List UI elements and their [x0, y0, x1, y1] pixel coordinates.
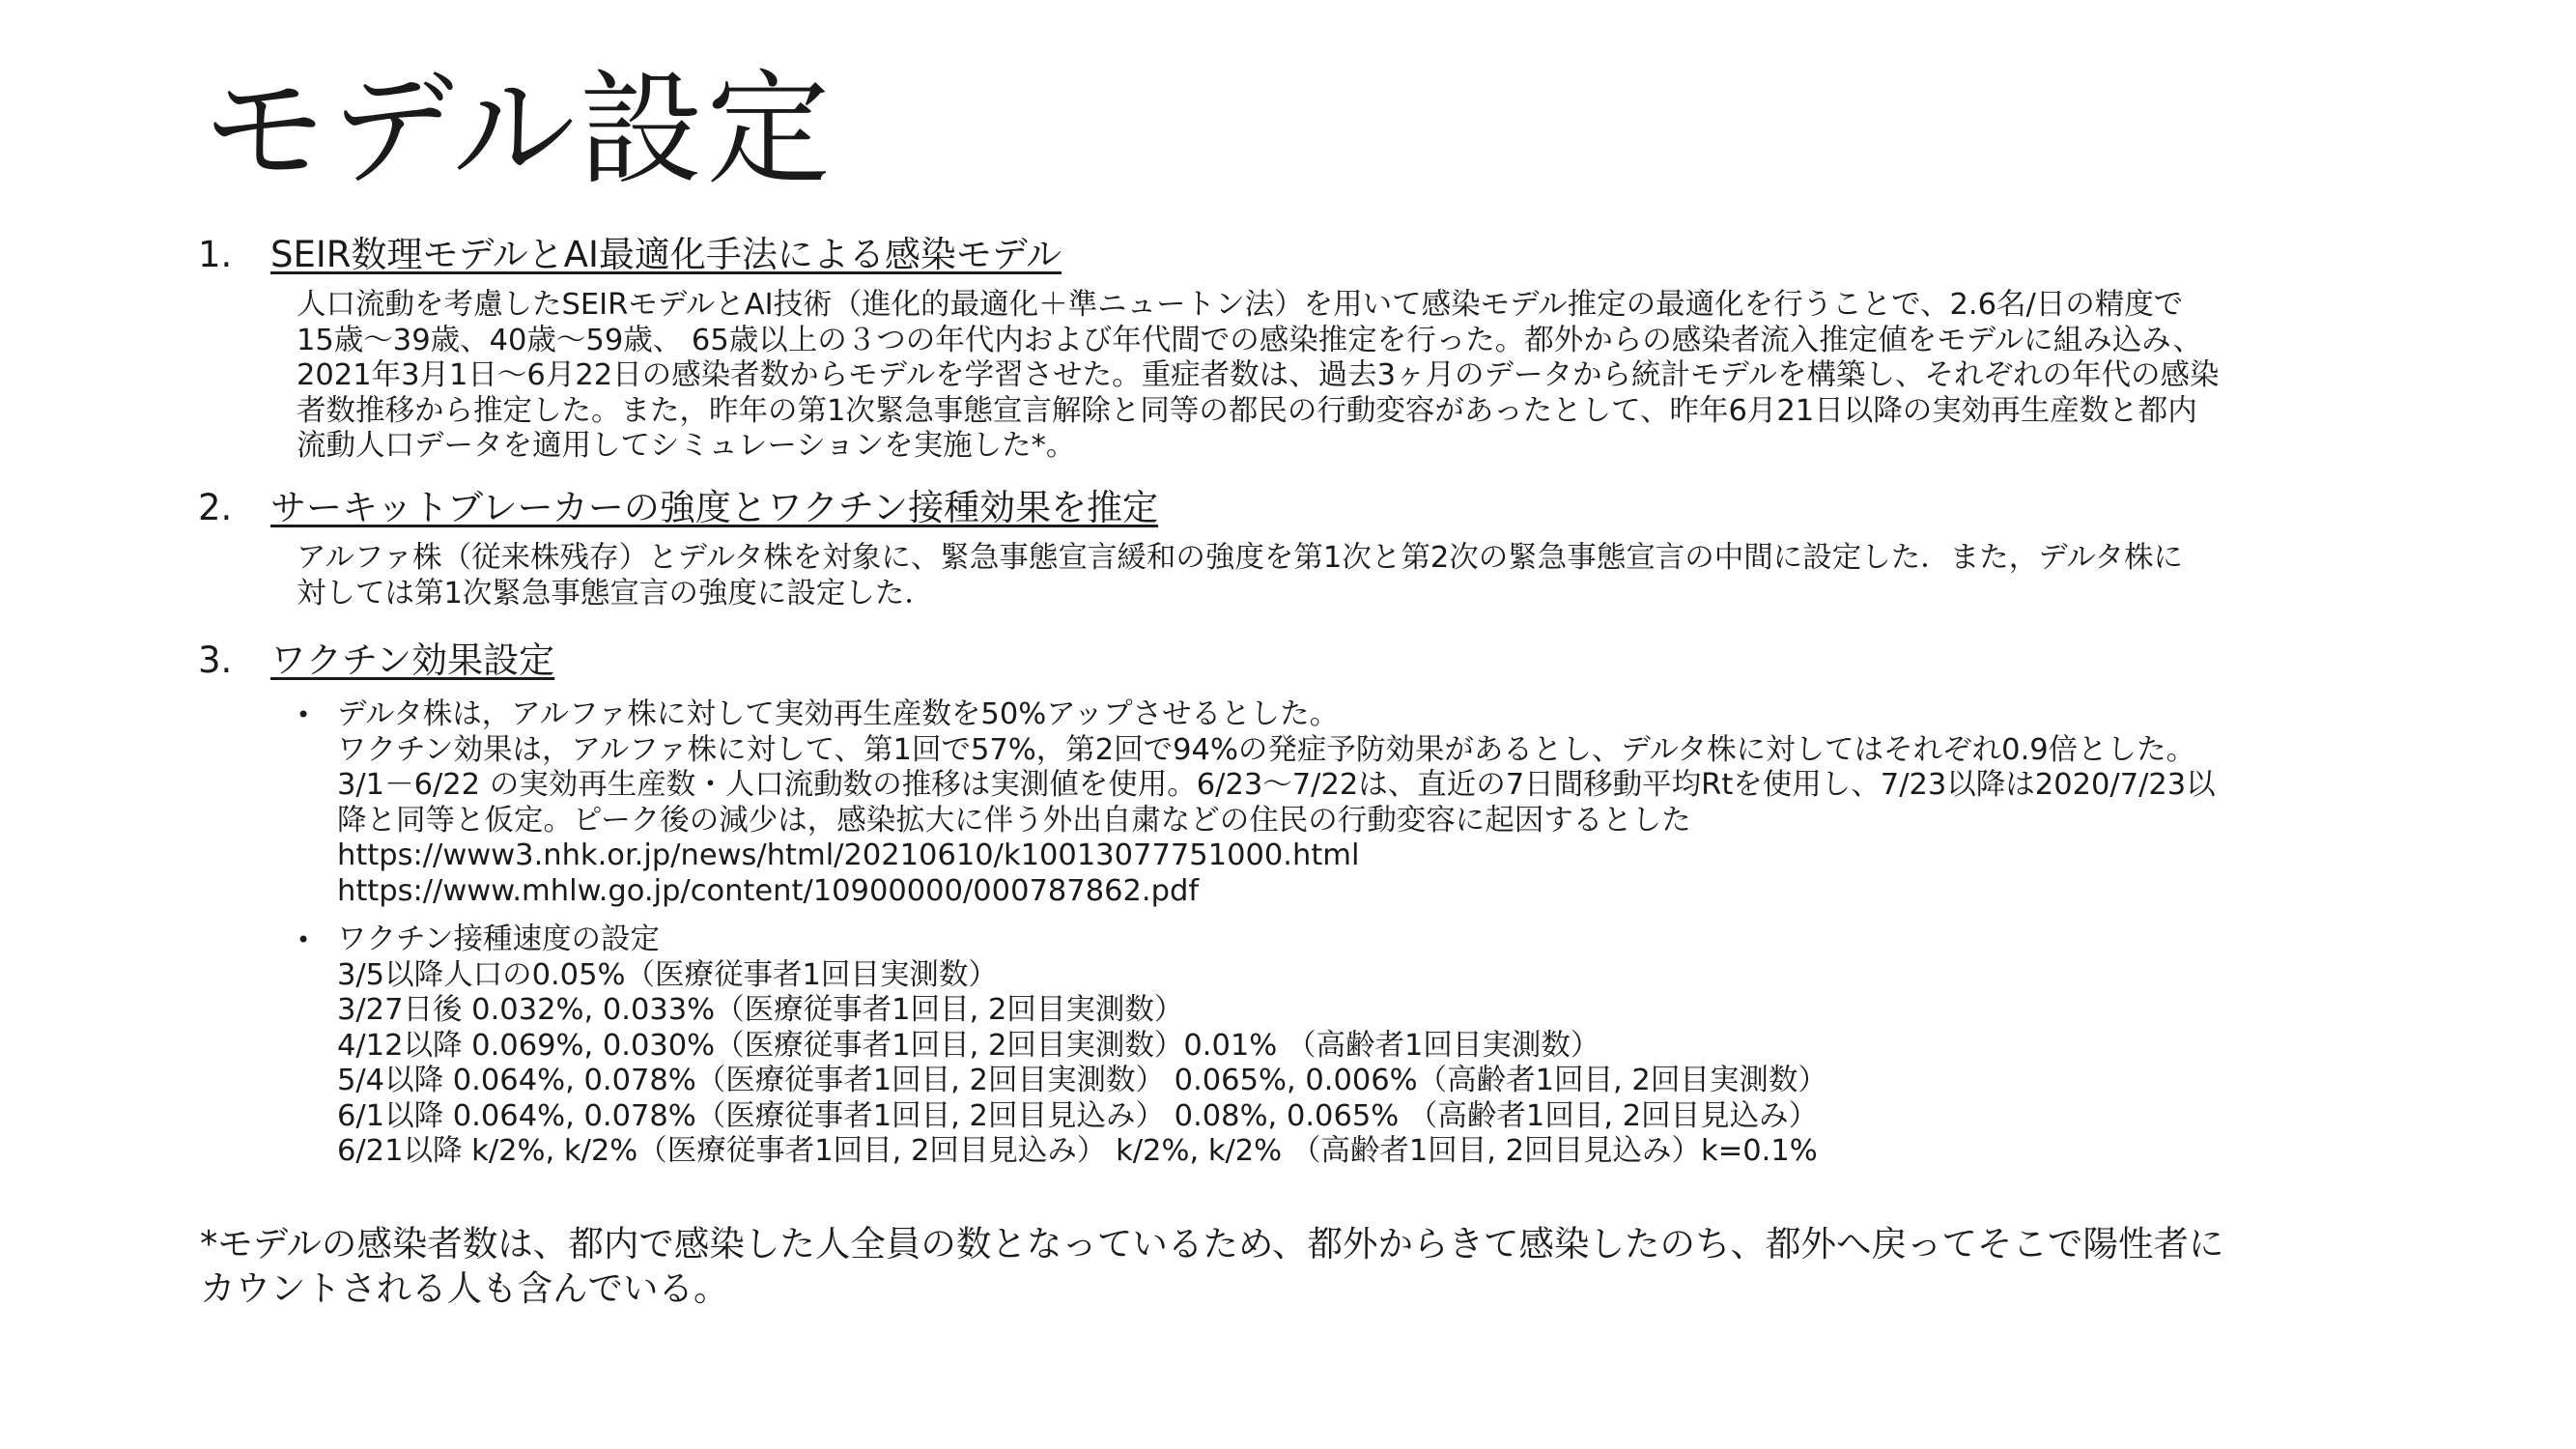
- page-title: モデル設定: [203, 58, 835, 202]
- paragraph-line: 人口流動を考慮したSEIRモデルとAI技術（進化的最適化＋準ニュートン法）を用いて感染モデル推定の最適化を行うことで、2.6名/日の精度で: [297, 288, 2184, 322]
- bullet-line: 3/5以降人口の0.05%（医療従事者1回目実測数）: [337, 957, 998, 992]
- section-number: 1.: [198, 234, 233, 275]
- paragraph-line: 者数推移から推定した。また，昨年の第1次緊急事態宣言解除と同等の都民の行動変容があったとして、昨年6月21日以降の実効再生産数と都内: [297, 393, 2197, 428]
- bullet-line: 6/21以降 k/2%, k/2%（医療従事者1回目, 2回目見込み） k/2%, k/2% （高齢者1回目, 2回目見込み）k=0.1%: [337, 1134, 1818, 1168]
- bullet-line: 6/1以降 0.064%, 0.078%（医療従事者1回目, 2回目見込み） 0.08%, 0.065% （高齢者1回目, 2回目見込み）: [337, 1098, 1819, 1133]
- section-heading: [198, 232, 2400, 278]
- section-vaccine-effect: [198, 638, 2400, 1170]
- footnote-line: カウントされる人も含んでいる。: [200, 1267, 729, 1309]
- bullet-item: [297, 697, 2400, 909]
- paragraph-line: 流動人口データを適用してシミュレーションを実施した*。: [297, 429, 1076, 463]
- section-title: サーキットブレーカーの強度とワクチン接種効果を推定: [270, 487, 1159, 528]
- bullet-text: [337, 697, 2216, 909]
- bullet-item: [297, 923, 2400, 1170]
- bullet-line: 3/27日後 0.032%, 0.033%（医療従事者1回目, 2回目実測数）: [337, 993, 1184, 1027]
- section-number: 3.: [198, 639, 233, 681]
- section-circuit-breaker: [198, 485, 2400, 611]
- bullet-text: [337, 923, 1827, 1170]
- reference-link[interactable]: https://www3.nhk.or.jp/news/html/20210610/k10013077751000.html: [337, 838, 1360, 872]
- bullet-dot-icon: •: [297, 926, 311, 953]
- section-heading: [198, 638, 2400, 684]
- bullet-line: 降と同等と仮定。ピーク後の減少は，感染拡大に伴う外出自粛などの住民の行動変容に起因するとした: [337, 803, 1691, 838]
- paragraph-line: 15歳～39歳、40歳～59歳、 65歳以上の３つの年代内および年代間での感染推定を行った。都外からの感染者流入推定値をモデルに組み込み、: [297, 323, 2203, 357]
- bullet-line: 4/12以降 0.069%, 0.030%（医療従事者1回目, 2回目実測数）0.01% （高齢者1回目実測数）: [337, 1028, 1600, 1063]
- section-heading: [198, 485, 2400, 531]
- bullet-line: 5/4以降 0.064%, 0.078%（医療従事者1回目, 2回目実測数） 0.065%, 0.006%（高齢者1回目, 2回目実測数）: [337, 1064, 1827, 1097]
- reference-link[interactable]: https://www.mhlw.go.jp/content/10900000/000787862.pdf: [337, 873, 1200, 908]
- section-paragraph: [297, 288, 2400, 465]
- section-seir-model: [198, 232, 2400, 465]
- section-paragraph: [297, 541, 2400, 611]
- section-title: ワクチン効果設定: [270, 639, 555, 681]
- paragraph-line: 対しては第1次緊急事態宣言の強度に設定した．: [297, 576, 934, 611]
- section-number: 2.: [198, 487, 233, 528]
- bullet-dot-icon: •: [297, 701, 311, 728]
- bullet-line: ワクチン効果は，アルファ株に対して、第1回で57%，第2回で94%の発症予防効果があるとし、デルタ株に対してはそれぞれ0.9倍とした。: [337, 732, 2196, 767]
- section-title: SEIR数理モデルとAI最適化手法による感染モデル: [270, 234, 1062, 275]
- footnote-line: *モデルの感染者数は、都内で感染した人全員の数となっているため、都外からきて感染したのち、都外へ戻ってそこで陽性者に: [200, 1223, 2224, 1264]
- paragraph-line: アルファ株（従来株残存）とデルタ株を対象に、緊急事態宣言緩和の強度を第1次と第2次の緊急事態宣言の中間に設定した．また，デルタ株に: [297, 541, 2183, 575]
- paragraph-line: 2021年3月1日～6月22日の感染者数からモデルを学習させた。重症者数は、過去3ヶ月のデータから統計モデルを構築し、それぞれの年代の感染: [297, 358, 2220, 392]
- bullet-line: 3/1－6/22 の実効再生産数・人口流動数の推移は実測値を使用。6/23～7/22は、直近の7日間移動平均Rtを使用し、7/23以降は2020/7/23以: [337, 768, 2216, 802]
- bullet-line: ワクチン接種速度の設定: [337, 923, 660, 956]
- footnote: [200, 1222, 2223, 1311]
- bullet-line: デルタ株は，アルファ株に対して実効再生産数を50%アップさせるとした。: [337, 697, 1340, 731]
